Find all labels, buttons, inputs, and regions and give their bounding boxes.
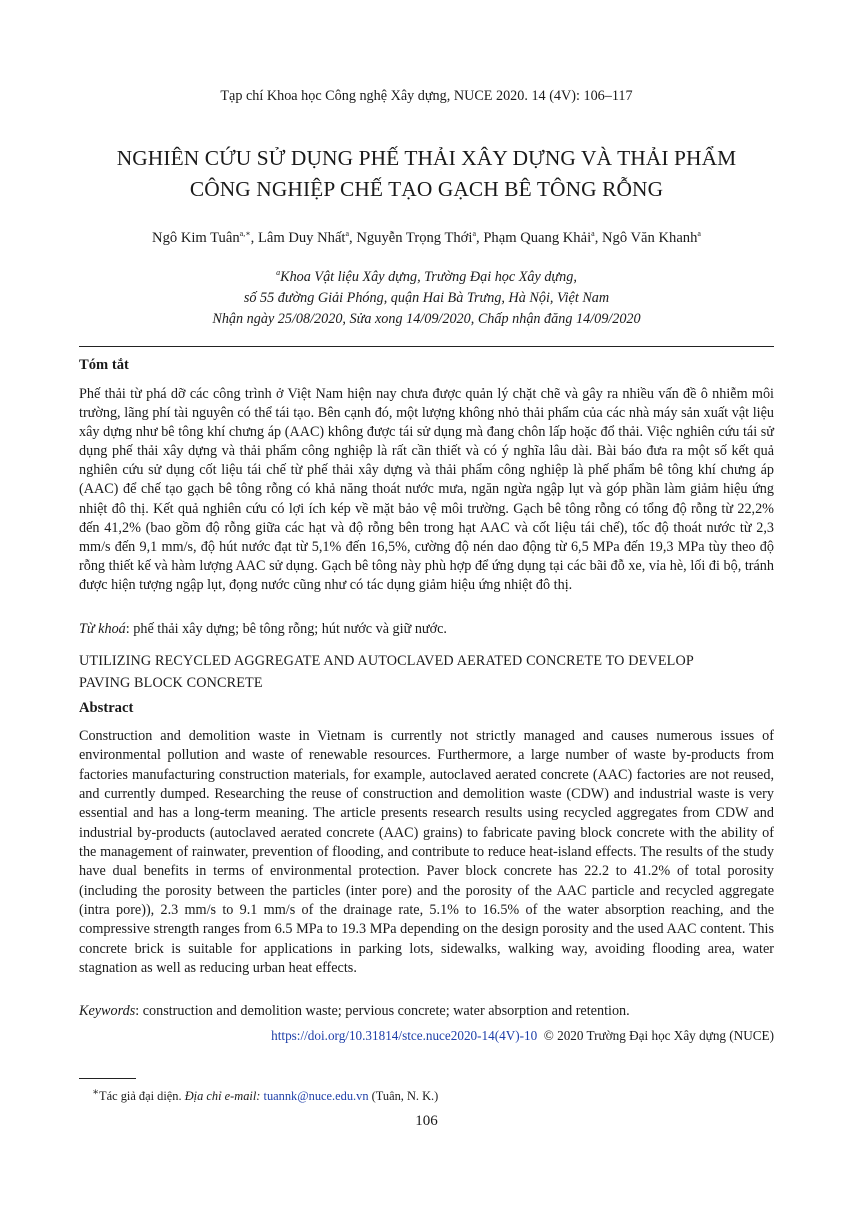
doi-line: [271, 1028, 774, 1044]
author: Ngô Kim Tuân$^{a,∗}$,: [152, 229, 258, 246]
abstract-vi-text: Phế thải từ phá dỡ các công trình ở Việt Nam hiện nay chưa được quản lý chặt chẽ và gây ra nhiều vấn đề ô nhiễm môi trường, lãng phí tài nguyên có thể tái tạo. Bên cạnh đó, một lượng không nhỏ thải phẩm của các nhà máy sản xuất vật liệu xây dựng như bê tông khí chưng áp (AAC) không được tái sử dụng mà đang chôn lấp hoặc đổ thải. Việc nghiên cứu tái sử dụng phế thải xây dựng và thải phẩm công nghiệp là rất cần thiết và có ý nghĩa lâu dài. Bài báo đưa ra một số kết quả nghiên cứu sử dụng cốt liệu tái chế từ phế thải xây dựng và thải phẩm công nghiệp là phế phẩm bê tông khí chưng áp (AAC) để chế tạo gạch bê tông rỗng có khả năng thoát nước mưa, ngăn ngừa ngập lụt và góp phần làm giảm hiệu ứng nhiệt đô thị. Kết quả nghiên cứu có lợi ích kép về mặt bảo vệ môi trường. Gạch bê tông rỗng có tổng độ rỗng từ 22,2% đến 41,2% (bao gồm độ rỗng giữa các hạt và độ rỗng bên trong hạt AAC và cốt liệu tái chế), tốc độ thoát nước từ 2,3 mm/s đến 9,1 mm/s, độ hút nước đạt từ 5,1% đến 16,5%, cường độ nén dao động từ 6,5 MPa đến 19,3 MPa tùy theo độ rỗng thiết kế và hàm lượng AAC sử dụng. Gạch bê tông này phù hợp để ứng dụng tại các bãi đỗ xe, vỉa hè, lối đi bộ, tránh được hiện tượng ngập lụt, đọng nước cũng như có tác dụng giảm hiệu ứng nhiệt đô thị.: [79, 386, 774, 593]
copyright-notice: © 2020 Trường Đại học Xây dựng (NUCE): [543, 1028, 774, 1043]
title-line-2: CÔNG NGHIỆP CHẾ TẠO GẠCH BÊ TÔNG RỖNG: [189, 177, 664, 201]
doi-link[interactable]: https://doi.org/10.31814/stce.nuce2020-14(4V)-10: [271, 1028, 538, 1043]
corresponding-author-footnote: [92, 1086, 438, 1104]
abstract-vi-heading: Tóm tắt: [79, 357, 129, 373]
footnote-divider: [79, 1078, 136, 1079]
page-number: 106: [415, 1113, 438, 1129]
submission-dates: Nhận ngày 25/08/2020, Sửa xong 14/09/2020, Chấp nhận đăng 14/09/2020: [212, 311, 641, 327]
keywords-vi: [79, 621, 774, 638]
keywords-vi-label: Từ khoá: [79, 621, 126, 637]
affiliation-line-1: Khoa Vật liệu Xây dựng, Trường Đại học Xây dựng,: [280, 269, 577, 285]
footnote-marker: ∗: [92, 1087, 100, 1098]
keywords-vi-list: : phế thải xây dựng; bê tông rỗng; hút nước và giữ nước.: [125, 621, 447, 637]
author-email-link[interactable]: tuannk@nuce.edu.vn: [263, 1089, 369, 1104]
author: Nguyễn Trọng Thới$^a$,: [356, 229, 484, 246]
title-en-line-1: UTILIZING RECYCLED AGGREGATE AND AUTOCLAVED AERATED CONCRETE TO DEVELOP: [79, 653, 694, 669]
title-line-1: NGHIÊN CỨU SỬ DỤNG PHẾ THẢI XÂY DỰNG VÀ THẢI PHẨM: [116, 146, 737, 170]
email-label: Địa chỉ e-mail:: [184, 1089, 261, 1104]
keywords-en-label: Keywords: [79, 1003, 136, 1019]
paper-title-vi: [40, 143, 813, 205]
journal-running-header: Tạp chí Khoa học Công nghệ Xây dựng, NUCE 2020. 14 (4V): 106–117: [220, 88, 633, 104]
author: Lâm Duy Nhất$^a$,: [257, 229, 357, 246]
title-en-line-2: PAVING BLOCK CONCRETE: [79, 674, 263, 691]
keywords-en-list: : construction and demolition waste; pervious concrete; water absorption and retention.: [135, 1003, 630, 1019]
section-divider: [79, 346, 774, 347]
author: Phạm Quang Khải$^a$,: [483, 229, 602, 246]
paper-title-en: [79, 651, 779, 694]
abstract-en-text: Construction and demolition waste in Vietnam is currently not strictly managed and causes numerous issues of environmental pollution and waste of renewable resources. Furthermore, a large number of waste by-products from factories manufacturing construction materials, for example, autoclaved aerated concrete (AAC) factories are not reused, and currently dumped. Researching the reuse of construction and demolition waste (CDW) and industrial waste is very essential and has a long-term meaning. The article presents research results using recycled aggregates from CDW and industrial by-products (autoclaved aerated concrete (AAC) grains) to fabricate paving block concrete with the ability of the management of rainwater, prevention of flooding, and contribute to reduce heat-island effects. The results of the study have dual benefits in terms of environmental protection. Paver block concrete has 22.2 to 41.2% of total porosity (including the porosity between the particles (inter pore) and the porosity of the AAC particle and recycled aggregate (intra pore)), 2.3 mm/s to 9.1 mm/s of the drainage rate, 5.1% to 16.5% of the water absorption reaching, and the compressive strength ranges from 6.5 MPa to 19.3 MPa depending on the design porosity and the used AAC content. This concrete brick is suitable for applications in parking lots, sidewalks, walking way, avoiding flooding area, water stagnation as well as reducing urban heat effects.: [79, 728, 774, 977]
footnote-suffix: (Tuân, N. K.): [368, 1089, 439, 1104]
affiliation-marker: a: [276, 268, 281, 277]
author: Ngô Văn Khanh$^a$: [602, 229, 701, 246]
affiliation-line-2: số 55 đường Giải Phóng, quận Hai Bà Trưng, Hà Nội, Việt Nam: [243, 290, 610, 306]
footnote-text: Tác giả đại diện.: [99, 1089, 185, 1104]
affiliation: [0, 262, 853, 309]
author-list: [0, 229, 853, 247]
abstract-en-heading: Abstract: [79, 700, 134, 716]
keywords-en: [79, 1003, 774, 1020]
